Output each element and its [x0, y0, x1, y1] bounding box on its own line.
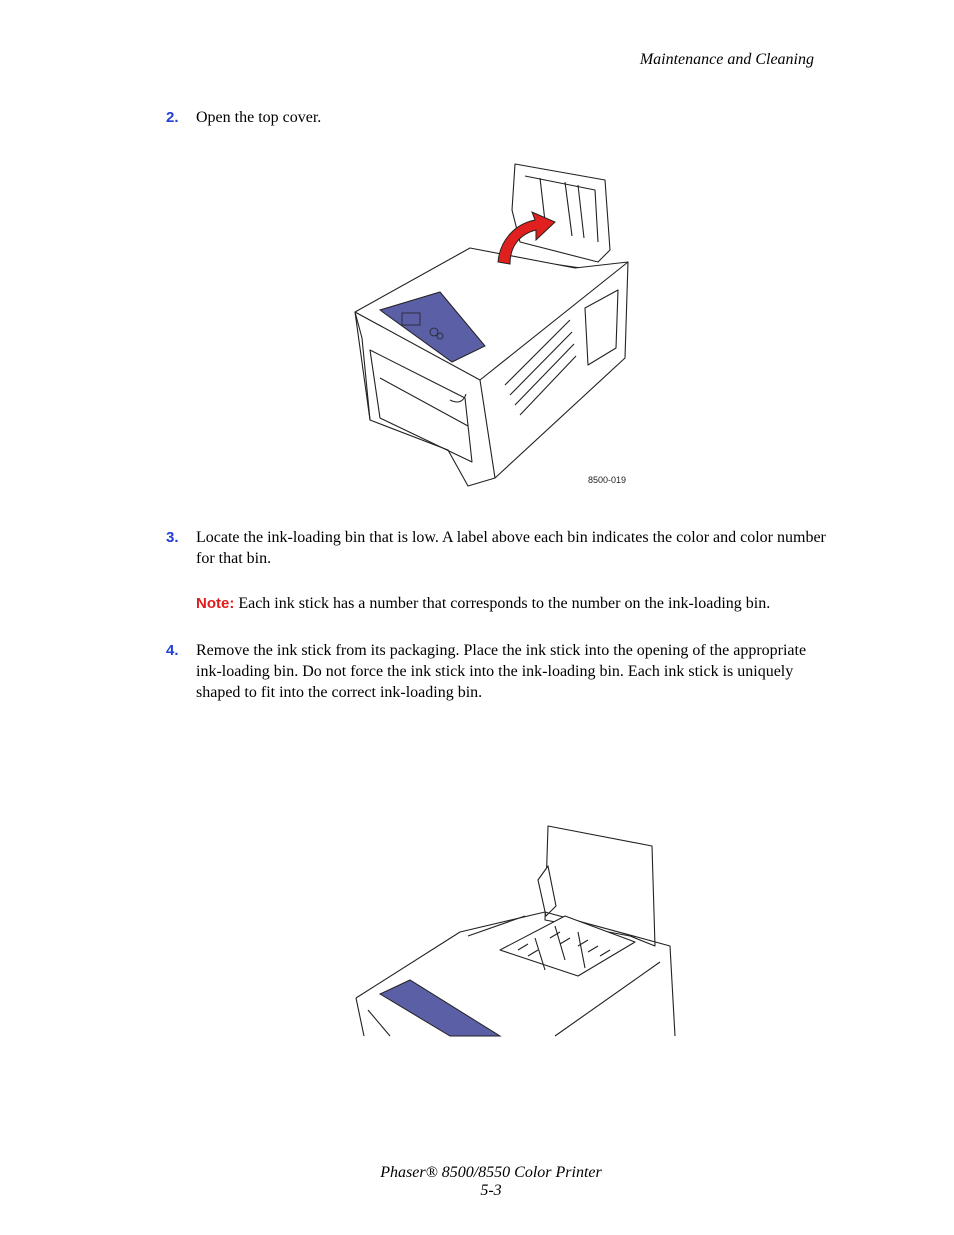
step-3: [166, 527, 826, 569]
step-number: 3.: [166, 529, 179, 546]
page-number: 5-3: [480, 1182, 502, 1199]
step-number: 4.: [166, 642, 179, 659]
note-text: Each ink stick has a number that corresponds to the number on the ink-loading bin.: [234, 595, 771, 612]
control-panel: [380, 980, 500, 1036]
step-4: [166, 640, 826, 703]
step-number: 2.: [166, 109, 179, 126]
step-2: [166, 107, 826, 128]
step-text: Open the top cover.: [196, 109, 322, 126]
ink-loading-bins-illustration: [350, 820, 685, 1040]
step-text: Remove the ink stick from its packaging. Place the ink stick into the opening of the appropriate ink-loading bin. Do not force the ink stick into the ink-loading bin. Each ink stick is uniquely shaped to fit into the correct ink-loading bin.: [196, 642, 807, 701]
footer: [0, 1164, 954, 1200]
note-label: Note:: [196, 595, 235, 612]
footer-product: Phaser® 8500/8550 Color Printer: [380, 1164, 602, 1181]
note: [196, 593, 836, 614]
figure-caption: 8500-019: [588, 475, 627, 485]
running-header: Maintenance and Cleaning: [639, 51, 814, 68]
step-text: Locate the ink-loading bin that is low. A label above each bin indicates the color and color number for that bin.: [196, 529, 826, 567]
printer-open-cover-illustration: [340, 150, 640, 495]
